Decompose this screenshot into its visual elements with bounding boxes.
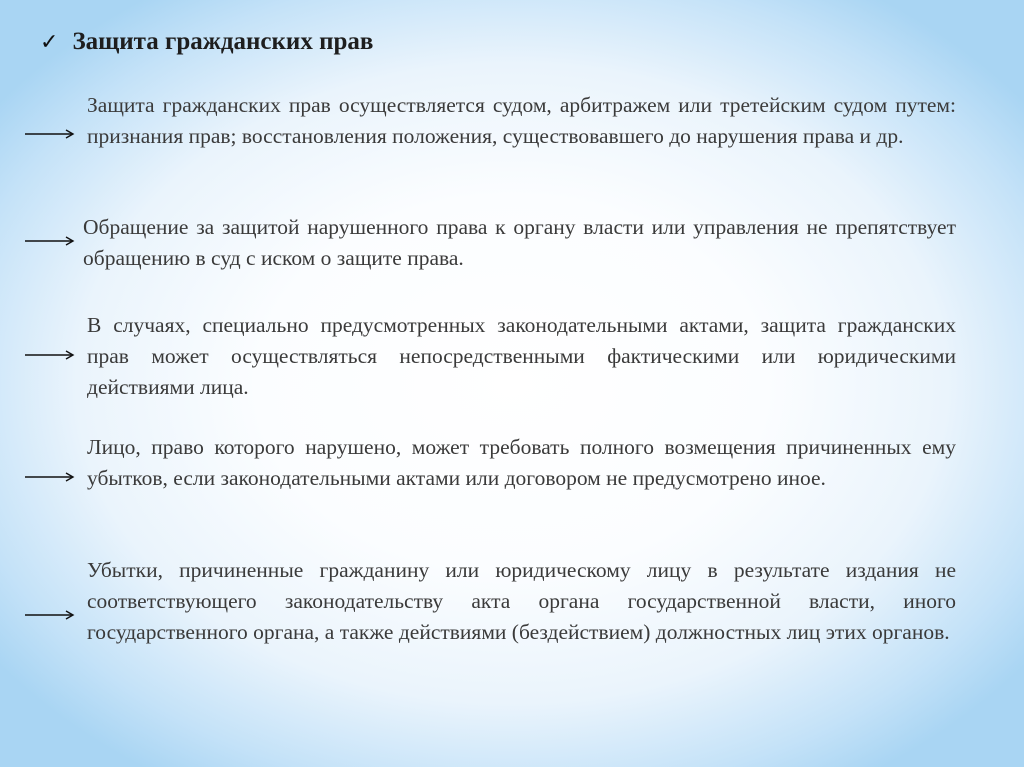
- paragraph-4: Лицо, право которого нарушено, может требовать полного возмещения причиненных ему убытков, если законодательными актами или договором не предусмотрено иное.: [87, 435, 956, 490]
- arrow-right-icon: [25, 350, 75, 360]
- arrow-right-icon: [25, 472, 75, 482]
- arrow-right-icon: [25, 236, 75, 246]
- paragraph-1: Защита гражданских прав осуществляется судом, арбитражем или третейским судом путем: признания прав; восстановления положения, существовавшего до нарушения права и др.: [87, 93, 956, 148]
- arrow-right-icon: [25, 610, 75, 620]
- paragraph-5: Убытки, причиненные гражданину или юридическому лицу в результате издания не соответствующего законодательству акта органа государственной власти, иного государственного органа, а также действиями (бездействием) должностных лиц этих органов.: [87, 558, 956, 644]
- check-icon: ✓: [40, 29, 59, 55]
- paragraph-3: В случаях, специально предусмотренных законодательными актами, защита гражданских прав может осуществляться непосредственными фактическими или юридическими действиями лица.: [87, 313, 956, 399]
- slide-title: Защита гражданских прав: [72, 28, 374, 55]
- slide-heading: [40, 28, 373, 56]
- paragraph-2: Обращение за защитой нарушенного права к органу власти или управления не препятствует обращению в суд с иском о защите права.: [83, 215, 956, 270]
- arrow-right-icon: [25, 129, 75, 139]
